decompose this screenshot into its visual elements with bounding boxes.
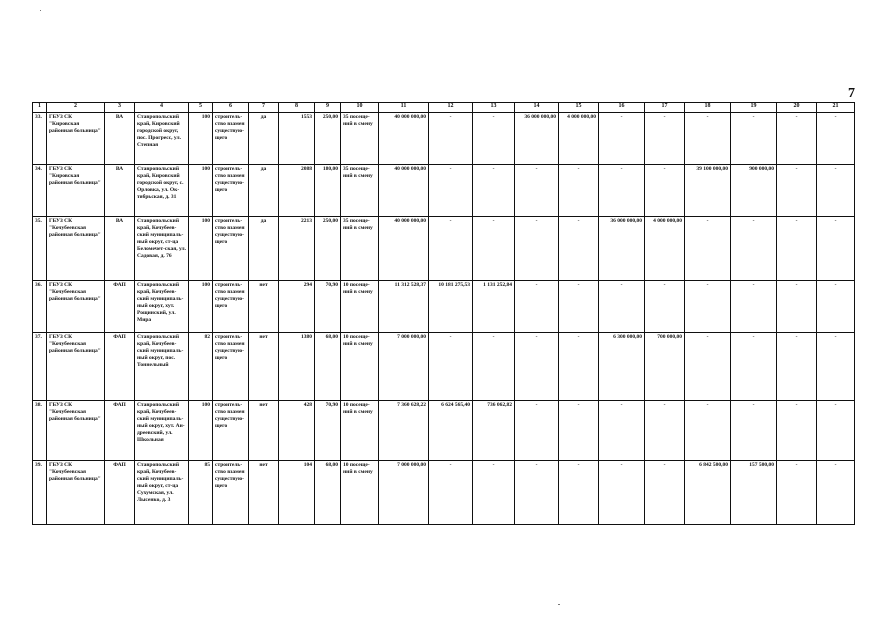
- table-cell: да: [249, 217, 279, 281]
- column-header: 20: [777, 103, 817, 113]
- table-cell: 736 062,82: [473, 401, 515, 461]
- table-cell: ГБУЗ СК "Кочубеевская районная больница": [47, 401, 105, 461]
- column-header: 9: [315, 103, 341, 113]
- table-cell: -: [777, 333, 817, 401]
- table-cell: нет: [249, 401, 279, 461]
- table-cell: -: [559, 401, 599, 461]
- table-cell: 250,00: [315, 217, 341, 281]
- table-cell: -: [429, 165, 473, 217]
- table-cell: -: [817, 281, 855, 333]
- table-cell: 104: [279, 461, 315, 525]
- table-row: [33, 281, 855, 333]
- table-cell: -: [731, 333, 777, 401]
- table-cell: ГБУЗ СК "Кочубеевская районная больница": [47, 281, 105, 333]
- column-header: 1: [33, 103, 47, 113]
- table-cell: Ставропольский край, Кочубеев-ский муниципаль-ный округ, хут. Рощинский, ул. Мира: [135, 281, 189, 333]
- table-cell: строитель-ство взамен существую-щего: [213, 401, 249, 461]
- column-header: 12: [429, 103, 473, 113]
- table-cell: ВА: [105, 217, 135, 281]
- table-cell: нет: [249, 333, 279, 401]
- table-cell: 39 100 000,00: [685, 165, 731, 217]
- table-cell: 39.: [33, 461, 47, 525]
- table-cell: нет: [249, 281, 279, 333]
- table-cell: 700 000,00: [645, 333, 685, 401]
- table-cell: 11 312 528,37: [379, 281, 429, 333]
- column-header: 15: [559, 103, 599, 113]
- table-cell: строитель-ство взамен существую-щего: [213, 217, 249, 281]
- table-cell: -: [777, 113, 817, 165]
- column-header: 10: [341, 103, 379, 113]
- table-cell: -: [817, 401, 855, 461]
- table-cell: -: [599, 461, 645, 525]
- table-cell: Ставропольский край, Кочубеев-ский муниципаль-ный округ, хут. Ан-дреевский, ул. Школьная: [135, 401, 189, 461]
- table-cell: нет: [249, 461, 279, 525]
- table-cell: Ставропольский край, Кочубеев-ский муниципаль-ный округ, ст-ца Сухумская, ул. Лысенко, д. 3: [135, 461, 189, 525]
- table-cell: 294: [279, 281, 315, 333]
- table-cell: -: [685, 113, 731, 165]
- data-table: [32, 102, 855, 525]
- table-cell: 35 посеще-ний в смену: [341, 217, 379, 281]
- table-cell: -: [559, 461, 599, 525]
- table-cell: -: [645, 461, 685, 525]
- table-cell: 37.: [33, 333, 47, 401]
- table-cell: -: [429, 333, 473, 401]
- column-header: 8: [279, 103, 315, 113]
- table-cell: ГБУЗ СК "Кировская районная больница": [47, 113, 105, 165]
- table-cell: ВА: [105, 113, 135, 165]
- table-cell: -: [685, 217, 731, 281]
- table-cell: -: [817, 113, 855, 165]
- page-number: 7: [848, 86, 855, 101]
- scan-speck: [40, 10, 41, 11]
- table-cell: -: [473, 461, 515, 525]
- table-row: [33, 217, 855, 281]
- table-cell: -: [645, 401, 685, 461]
- table-cell: -: [731, 401, 777, 461]
- table-cell: -: [685, 333, 731, 401]
- table-cell: 34.: [33, 165, 47, 217]
- table-cell: 6 300 000,00: [599, 333, 645, 401]
- table-cell: -: [777, 461, 817, 525]
- column-header: 3: [105, 103, 135, 113]
- table-cell: 36.: [33, 281, 47, 333]
- table-cell: 35 посеще-ний в смену: [341, 165, 379, 217]
- table-cell: ВА: [105, 165, 135, 217]
- table-cell: 2213: [279, 217, 315, 281]
- table-cell: 36 000 000,00: [515, 113, 559, 165]
- table-cell: 10 посеще-ний в смену: [341, 461, 379, 525]
- table-cell: -: [817, 165, 855, 217]
- table-cell: -: [685, 281, 731, 333]
- table-cell: Ставропольский край, Кировский городской округ, с. Орловка, ул. Ок-тябрьская, д. 31: [135, 165, 189, 217]
- table-cell: -: [645, 165, 685, 217]
- column-header: 18: [685, 103, 731, 113]
- table-cell: -: [429, 217, 473, 281]
- table-cell: 85: [189, 461, 213, 525]
- table-cell: 1380: [279, 333, 315, 401]
- table-cell: 33.: [33, 113, 47, 165]
- table-cell: -: [731, 113, 777, 165]
- table-cell: 1 131 252,84: [473, 281, 515, 333]
- table-cell: -: [429, 113, 473, 165]
- table-cell: -: [777, 217, 817, 281]
- table-cell: 100: [189, 113, 213, 165]
- table-cell: ФАП: [105, 281, 135, 333]
- table-cell: 10 посеще-ний в смену: [341, 333, 379, 401]
- column-header: 14: [515, 103, 559, 113]
- table-cell: 35.: [33, 217, 47, 281]
- table-cell: Ставропольский край, Кировский городской округ, пос. Прогресс, ул. Степная: [135, 113, 189, 165]
- table-cell: строитель-ство взамен существую-щего: [213, 113, 249, 165]
- table-cell: 40 000 000,00: [379, 113, 429, 165]
- table-cell: 70,90: [315, 281, 341, 333]
- column-header: 19: [731, 103, 777, 113]
- table-cell: Ставропольский край, Кочубеев-ский муниципаль-ный округ, ст-ца Беломечет-ская, ул. Садовая, д. 76: [135, 217, 189, 281]
- table-cell: ГБУЗ СК "Кочубеевская районная больница": [47, 461, 105, 525]
- table-cell: 68,00: [315, 333, 341, 401]
- table-cell: -: [559, 333, 599, 401]
- table-cell: -: [777, 165, 817, 217]
- table-cell: 70,90: [315, 401, 341, 461]
- table-cell: да: [249, 165, 279, 217]
- table-cell: 68,00: [315, 461, 341, 525]
- table-cell: 4 000 000,00: [645, 217, 685, 281]
- table-cell: 157 500,00: [731, 461, 777, 525]
- table-cell: строитель-ство взамен существую-щего: [213, 461, 249, 525]
- table-cell: 100: [189, 401, 213, 461]
- table-cell: 4 000 000,00: [559, 113, 599, 165]
- table-cell: 6 624 565,40: [429, 401, 473, 461]
- table-cell: 35 посеще-ний в смену: [341, 113, 379, 165]
- column-header: 4: [135, 103, 189, 113]
- column-header: 16: [599, 103, 645, 113]
- table-cell: -: [817, 461, 855, 525]
- table-cell: Ставропольский край, Кочубеев-ский муниципаль-ный округ, пос. Тоннельный: [135, 333, 189, 401]
- table-cell: -: [559, 165, 599, 217]
- table-cell: ГБУЗ СК "Кочубеевская районная больница": [47, 333, 105, 401]
- table-cell: 100: [189, 217, 213, 281]
- table-cell: -: [731, 281, 777, 333]
- table-cell: 38.: [33, 401, 47, 461]
- table-cell: 36 000 000,00: [599, 217, 645, 281]
- table-cell: -: [645, 281, 685, 333]
- table-cell: 250,00: [315, 113, 341, 165]
- table-cell: 180,00: [315, 165, 341, 217]
- table-row: [33, 113, 855, 165]
- table-cell: -: [473, 333, 515, 401]
- table-cell: 1553: [279, 113, 315, 165]
- column-header: 21: [817, 103, 855, 113]
- table-cell: -: [515, 401, 559, 461]
- table-row: [33, 165, 855, 217]
- table-row: [33, 401, 855, 461]
- table-cell: -: [515, 281, 559, 333]
- table-cell: 7 360 628,22: [379, 401, 429, 461]
- table-cell: -: [731, 217, 777, 281]
- table-cell: -: [515, 165, 559, 217]
- table-cell: 40 000 000,00: [379, 217, 429, 281]
- table-cell: -: [777, 401, 817, 461]
- table-cell: -: [599, 281, 645, 333]
- column-header: 6: [213, 103, 249, 113]
- table-cell: -: [515, 461, 559, 525]
- column-header: 5: [189, 103, 213, 113]
- table-cell: -: [599, 401, 645, 461]
- column-header: 11: [379, 103, 429, 113]
- table-row: [33, 461, 855, 525]
- table-cell: ГБУЗ СК "Кочубеевская районная больница": [47, 217, 105, 281]
- table-cell: -: [817, 333, 855, 401]
- table-cell: -: [473, 113, 515, 165]
- column-header: 7: [249, 103, 279, 113]
- table-row: [33, 333, 855, 401]
- table-cell: -: [685, 401, 731, 461]
- header-row: [33, 103, 855, 113]
- table-cell: -: [599, 113, 645, 165]
- table-cell: 10 посеще-ний в смену: [341, 401, 379, 461]
- table-cell: да: [249, 113, 279, 165]
- table-cell: ФАП: [105, 401, 135, 461]
- table-cell: -: [559, 217, 599, 281]
- table-cell: 82: [189, 333, 213, 401]
- table-cell: строитель-ство взамен существую-щего: [213, 165, 249, 217]
- table-cell: -: [473, 217, 515, 281]
- table-cell: ФАП: [105, 333, 135, 401]
- table-cell: 2088: [279, 165, 315, 217]
- table-cell: 100: [189, 165, 213, 217]
- table-cell: -: [515, 333, 559, 401]
- table-cell: ГБУЗ СК "Кировская районная больница": [47, 165, 105, 217]
- table-cell: 7 000 000,00: [379, 333, 429, 401]
- column-header: 2: [47, 103, 105, 113]
- table-cell: 6 842 500,00: [685, 461, 731, 525]
- table-cell: -: [777, 281, 817, 333]
- table-cell: 40 000 000,00: [379, 165, 429, 217]
- table-cell: -: [599, 165, 645, 217]
- column-header: 17: [645, 103, 685, 113]
- table-cell: -: [515, 217, 559, 281]
- table-cell: -: [429, 461, 473, 525]
- table-cell: 7 000 000,00: [379, 461, 429, 525]
- table-cell: -: [473, 165, 515, 217]
- table-cell: 10 181 275,53: [429, 281, 473, 333]
- table-cell: 10 посеще-ний в смену: [341, 281, 379, 333]
- scan-speck: [558, 604, 560, 605]
- table-cell: строитель-ство взамен существую-щего: [213, 281, 249, 333]
- table-cell: -: [645, 113, 685, 165]
- table-cell: ФАП: [105, 461, 135, 525]
- table-cell: -: [817, 217, 855, 281]
- table-cell: -: [559, 281, 599, 333]
- table-cell: 100: [189, 281, 213, 333]
- column-header: 13: [473, 103, 515, 113]
- table-cell: строитель-ство взамен существую-щего: [213, 333, 249, 401]
- table-cell: 900 000,00: [731, 165, 777, 217]
- table-cell: 428: [279, 401, 315, 461]
